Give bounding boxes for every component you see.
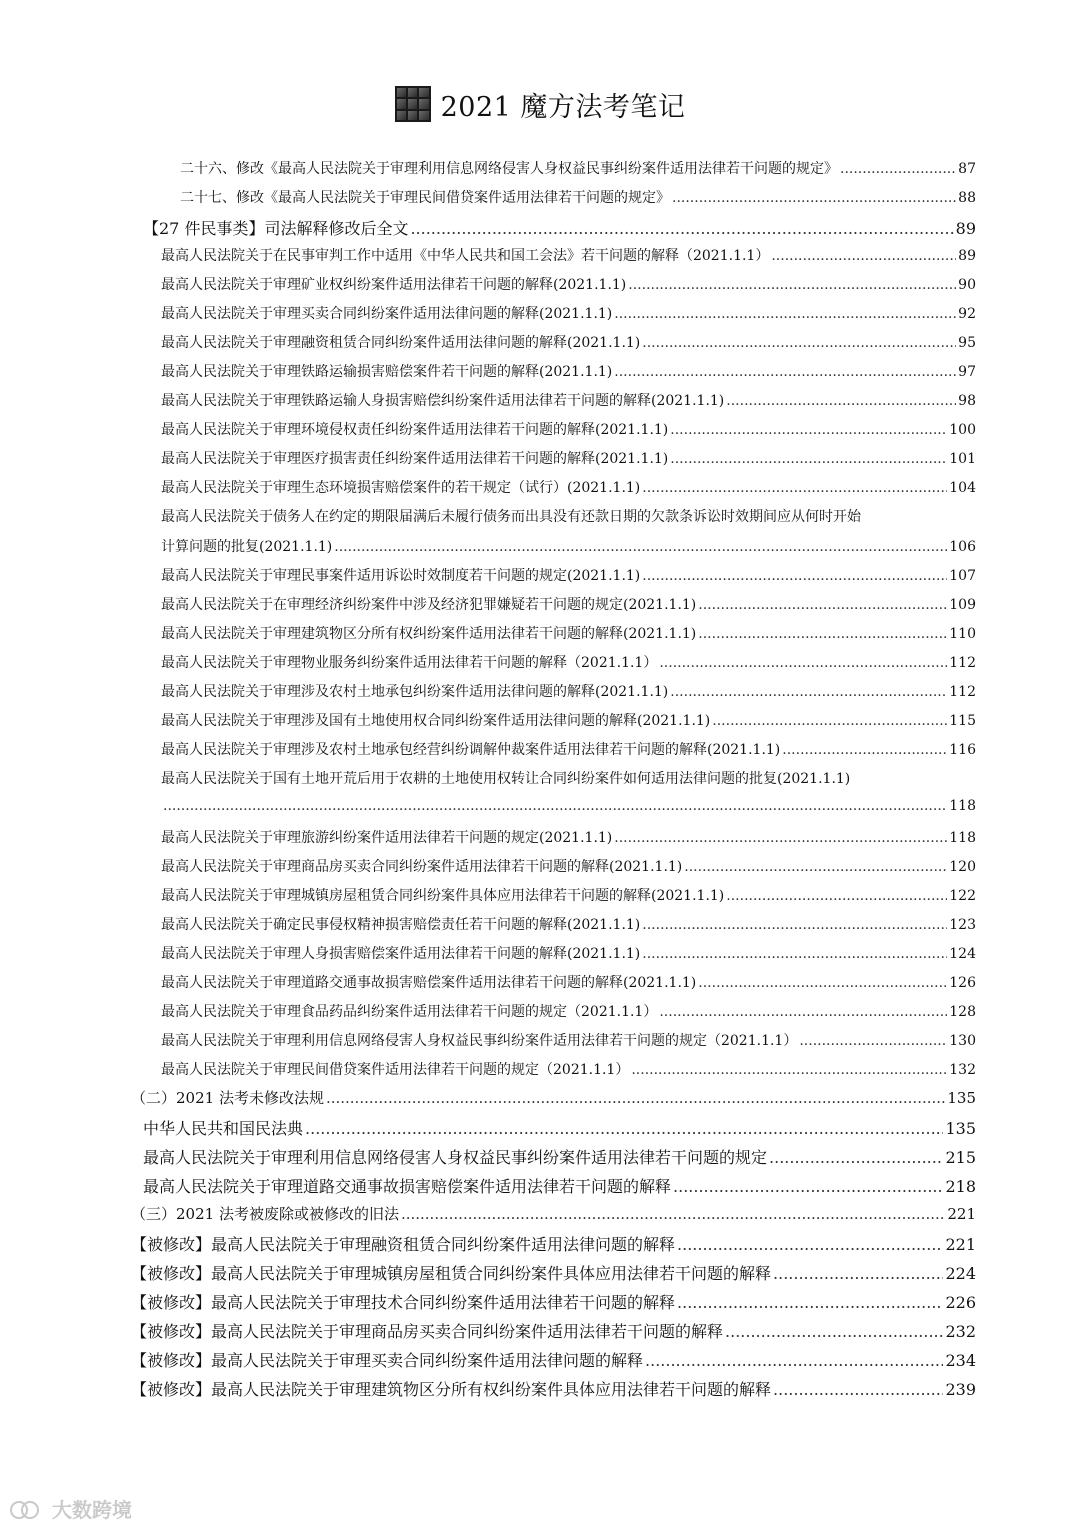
toc-entry[interactable] <box>161 739 976 759</box>
toc-page-number: 109 <box>949 597 976 613</box>
toc-entry[interactable] <box>161 943 976 963</box>
double-ring-logo-icon <box>8 1498 48 1520</box>
dot-leader <box>659 655 947 671</box>
toc-entry-title: 最高人民法院关于审理利用信息网络侵害人身权益民事纠纷案件适用法律若干问题的规定（2021.1.1） <box>161 1033 798 1049</box>
dot-leader <box>677 1293 943 1312</box>
toc-page-number: 110 <box>949 626 976 642</box>
toc-page-number: 226 <box>945 1293 976 1312</box>
watermark <box>8 1494 132 1523</box>
dot-leader <box>769 1148 943 1167</box>
dot-leader <box>401 1205 945 1223</box>
dot-leader <box>725 1322 943 1341</box>
toc-entry[interactable] <box>161 477 976 497</box>
dot-leader <box>410 219 953 238</box>
toc-entry-title: 最高人民法院关于审理道路交通事故损害赔偿案件适用法律若干问题的解释 <box>143 1177 672 1196</box>
toc-entry-title: 二十六、修改《最高人民法院关于审理利用信息网络侵害人身权益民事纠纷案件适用法律若干问题的规定》 <box>180 161 838 177</box>
toc-entry-title: 【被修改】最高人民法院关于审理买卖合同纠纷案件适用法律问题的解释 <box>131 1351 644 1370</box>
toc-entry[interactable] <box>131 1087 976 1108</box>
toc-page-number: 115 <box>949 713 976 729</box>
toc-entry[interactable] <box>161 914 976 934</box>
toc-entry-title: 中华人民共和国民法典 <box>143 1119 304 1138</box>
toc-entry-title: 最高人民法院关于审理生态环境损害赔偿案件的若干规定（试行）(2021.1.1) <box>161 480 641 496</box>
toc-page-number: 232 <box>945 1322 976 1341</box>
dot-leader <box>684 859 947 875</box>
toc-entry-title: 最高人民法院关于在民事审判工作中适用《中华人民共和国工会法》若干问题的解释（2021.1.1） <box>161 248 770 264</box>
toc-entry[interactable] <box>161 1030 976 1050</box>
toc-page-number: 239 <box>945 1380 976 1399</box>
toc-page-number: 123 <box>949 917 976 933</box>
dot-leader <box>773 1264 943 1283</box>
toc-entry[interactable] <box>161 361 976 381</box>
toc-entry-title: 最高人民法院关于审理道路交通事故损害赔偿案件适用法律若干问题的解释(2021.1.1) <box>161 975 697 991</box>
toc-entry[interactable] <box>161 856 976 876</box>
toc-page-number: 221 <box>947 1205 976 1223</box>
dot-leader <box>642 917 947 933</box>
toc-entry[interactable] <box>180 158 976 178</box>
toc-entry-title: 最高人民法院关于审理矿业权纠纷案件适用法律若干问题的解释(2021.1.1) <box>161 277 627 293</box>
dot-leader <box>642 946 947 962</box>
dot-leader <box>672 190 956 206</box>
toc-page-number: 101 <box>949 451 976 467</box>
toc-entry[interactable] <box>161 594 976 614</box>
toc-entry[interactable] <box>161 1001 976 1021</box>
toc-entry[interactable] <box>131 1377 976 1400</box>
toc-entry-title: 最高人民法院关于审理人身损害赔偿案件适用法律若干问题的解释(2021.1.1) <box>161 946 641 962</box>
toc-entry-title: 最高人民法院关于债务人在约定的期限届满后未履行债务而出具没有还款日期的欠款条诉讼时效期间应从何时开始 <box>161 509 861 525</box>
toc-page-number: 90 <box>958 277 976 293</box>
toc-entry-title: 最高人民法院关于在审理经济纠纷案件中涉及经济犯罪嫌疑若干问题的规定(2021.1.1) <box>161 597 697 613</box>
dot-leader <box>614 306 956 322</box>
toc-page-number: 107 <box>949 568 976 584</box>
dot-leader <box>771 248 956 264</box>
toc-page-number: 87 <box>958 161 976 177</box>
toc-entry[interactable] <box>161 710 976 730</box>
toc-page-number: 88 <box>958 190 976 206</box>
toc-entry-title: 最高人民法院关于审理民间借贷案件适用法律若干问题的规定（2021.1.1） <box>161 1062 630 1078</box>
toc-entry[interactable] <box>161 303 976 323</box>
dot-leader <box>712 713 947 729</box>
toc-page-number: 89 <box>958 248 976 264</box>
toc-entry[interactable] <box>143 216 976 239</box>
dot-leader <box>677 1235 943 1254</box>
toc-entry-title: 最高人民法院关于审理城镇房屋租赁合同纠纷案件具体应用法律若干问题的解释(2021.1.1) <box>161 888 725 904</box>
toc-entry[interactable] <box>161 885 976 905</box>
toc-entry-title: 最高人民法院关于确定民事侵权精神损害赔偿责任若干问题的解释(2021.1.1) <box>161 917 641 933</box>
toc-page-number: 135 <box>945 1119 976 1138</box>
dot-leader <box>659 1004 947 1020</box>
toc-entry-title: 最高人民法院关于审理旅游纠纷案件适用法律若干问题的规定(2021.1.1) <box>161 830 613 846</box>
toc-entry[interactable] <box>161 274 976 294</box>
page-header <box>0 84 1080 124</box>
dot-leader <box>326 1089 945 1107</box>
watermark-text: 大数跨境 <box>52 1498 132 1522</box>
dot-leader <box>305 1119 943 1138</box>
toc-page-number: 224 <box>945 1264 976 1283</box>
toc-entry-title: 二十七、修改《最高人民法院关于审理民间借贷案件适用法律若干问题的规定》 <box>180 190 670 206</box>
toc-entry-title: 最高人民法院关于审理物业服务纠纷案件适用法律若干问题的解释（2021.1.1） <box>161 655 658 671</box>
toc-entry-title: 最高人民法院关于审理涉及农村土地承包经营纠纷调解仲裁案件适用法律若干问题的解释(2021.1.1) <box>161 742 781 758</box>
toc-entry-title: 最高人民法院关于审理医疗损害责任纠纷案件适用法律若干问题的解释(2021.1.1) <box>161 451 669 467</box>
toc-page-number: 112 <box>949 684 976 700</box>
dot-leader <box>782 742 947 758</box>
dot-leader <box>645 1351 943 1370</box>
toc-page-number: 130 <box>949 1033 976 1049</box>
dot-leader <box>642 335 956 351</box>
toc-page-number: 218 <box>945 1177 976 1196</box>
toc-entry-title: 【27 件民事类】司法解释修改后全文 <box>143 219 409 238</box>
toc-entry-title: 最高人民法院关于审理融资租赁合同纠纷案件适用法律问题的解释(2021.1.1) <box>161 335 641 351</box>
dot-leader <box>673 1177 943 1196</box>
toc-page-number: 132 <box>949 1062 976 1078</box>
toc-page-number: 221 <box>945 1235 976 1254</box>
toc-page-number: 89 <box>955 219 976 238</box>
toc-entry[interactable] <box>161 332 976 352</box>
toc-page-number: 98 <box>958 393 976 409</box>
toc-entry-title: 【被修改】最高人民法院关于审理城镇房屋租赁合同纠纷案件具体应用法律若干问题的解释 <box>131 1264 772 1283</box>
dot-leader <box>670 451 947 467</box>
toc-page-number: 234 <box>945 1351 976 1370</box>
toc-entry-title: 最高人民法院关于国有土地开荒后用于农耕的土地使用权转让合同纠纷案件如何适用法律问题的批复(2021.1.1) <box>161 771 851 787</box>
toc-entry-title: 最高人民法院关于审理利用信息网络侵害人身权益民事纠纷案件适用法律若干问题的规定 <box>143 1148 768 1167</box>
page-title: 2021 魔方法考笔记 <box>440 91 686 123</box>
toc-page-number: 100 <box>949 422 976 438</box>
toc-entry-title: 最高人民法院关于审理铁路运输损害赔偿案件若干问题的解释(2021.1.1) <box>161 364 613 380</box>
toc-entry[interactable] <box>131 1203 976 1224</box>
toc-entry[interactable] <box>161 390 976 410</box>
toc-page-number: 106 <box>949 539 976 555</box>
toc-entry-title: 最高人民法院关于审理铁路运输人身损害赔偿纠纷案件适用法律若干问题的解释(2021.1.1) <box>161 393 725 409</box>
toc-page-number: 124 <box>949 946 976 962</box>
toc-entry[interactable] <box>161 245 976 265</box>
toc-entry[interactable] <box>131 1232 976 1255</box>
rubiks-cube-logo-icon <box>395 86 431 122</box>
dot-leader <box>670 422 947 438</box>
toc-entry-title: 【被修改】最高人民法院关于审理商品房买卖合同纠纷案件适用法律若干问题的解释 <box>131 1322 724 1341</box>
toc-entry[interactable] <box>161 448 976 468</box>
toc-entry[interactable] <box>161 681 976 701</box>
toc-page-number: 118 <box>949 798 976 814</box>
toc-page-number: 118 <box>949 830 976 846</box>
toc-entry[interactable] <box>143 1116 976 1139</box>
dot-leader <box>334 539 947 555</box>
dot-leader <box>631 1062 947 1078</box>
toc-entry[interactable] <box>161 1059 976 1079</box>
toc-entry[interactable] <box>161 652 976 672</box>
dot-leader <box>642 568 947 584</box>
toc-entry-title: 最高人民法院关于审理建筑物区分所有权纠纷案件适用法律若干问题的解释(2021.1.1) <box>161 626 697 642</box>
dot-leader <box>614 364 956 380</box>
toc-page-number: 135 <box>947 1089 976 1107</box>
dot-leader <box>698 975 947 991</box>
toc-page-number: 92 <box>958 306 976 322</box>
toc-page-number: 122 <box>949 888 976 904</box>
dot-leader <box>642 480 947 496</box>
dot-leader <box>840 161 956 177</box>
toc-page-number: 112 <box>949 655 976 671</box>
toc-entry-title: 【被修改】最高人民法院关于审理技术合同纠纷案件适用法律若干问题的解释 <box>131 1293 676 1312</box>
toc-entry-title: 最高人民法院关于审理涉及农村土地承包纠纷案件适用法律问题的解释(2021.1.1) <box>161 684 669 700</box>
dot-leader <box>628 277 956 293</box>
dot-leader <box>163 798 947 814</box>
dot-leader <box>799 1033 947 1049</box>
toc-entry[interactable] <box>131 1261 976 1284</box>
toc-entry-title: 【被修改】最高人民法院关于审理融资租赁合同纠纷案件适用法律问题的解释 <box>131 1235 676 1254</box>
toc-page-number: 116 <box>949 742 976 758</box>
toc-page-number: 97 <box>958 364 976 380</box>
dot-leader <box>698 597 947 613</box>
toc-entry[interactable] <box>161 419 976 439</box>
toc-entry-title: 最高人民法院关于审理商品房买卖合同纠纷案件适用法律若干问题的解释(2021.1.1) <box>161 859 683 875</box>
toc-entry[interactable] <box>161 798 976 814</box>
toc-entry[interactable] <box>161 565 976 585</box>
toc-entry-title: （三）2021 法考被废除或被修改的旧法 <box>131 1205 399 1223</box>
toc-entry-title: 最高人民法院关于审理食品药品纠纷案件适用法律若干问题的规定（2021.1.1） <box>161 1004 658 1020</box>
toc-page-number: 95 <box>958 335 976 351</box>
toc-entry[interactable] <box>143 1145 976 1168</box>
toc-entry-continuation: 计算问题的批复(2021.1.1) <box>161 539 333 555</box>
dot-leader <box>726 888 947 904</box>
toc-entry-title: 最高人民法院关于审理买卖合同纠纷案件适用法律问题的解释(2021.1.1) <box>161 306 613 322</box>
toc-entry[interactable] <box>143 1174 976 1197</box>
toc-entry-title: 最高人民法院关于审理环境侵权责任纠纷案件适用法律若干问题的解释(2021.1.1) <box>161 422 669 438</box>
toc-entry[interactable] <box>161 972 976 992</box>
toc-entry[interactable] <box>161 536 976 556</box>
dot-leader <box>726 393 956 409</box>
dot-leader <box>773 1380 943 1399</box>
toc-entry[interactable] <box>180 187 976 207</box>
toc-entry[interactable] <box>161 623 976 643</box>
toc-page-number: 215 <box>945 1148 976 1167</box>
dot-leader <box>670 684 947 700</box>
toc-entry[interactable] <box>131 1290 976 1313</box>
toc-entry[interactable] <box>131 1348 976 1371</box>
dot-leader <box>614 830 947 846</box>
toc-entry-title: （二）2021 法考未修改法规 <box>131 1089 324 1107</box>
toc-page-number: 128 <box>949 1004 976 1020</box>
toc-entry-title: 【被修改】最高人民法院关于审理建筑物区分所有权纠纷案件具体应用法律若干问题的解释 <box>131 1380 772 1399</box>
dot-leader <box>698 626 947 642</box>
toc-entry[interactable] <box>161 827 976 847</box>
toc-entry-title: 最高人民法院关于审理涉及国有土地使用权合同纠纷案件适用法律问题的解释(2021.1.1) <box>161 713 711 729</box>
toc-entry[interactable] <box>131 1319 976 1342</box>
toc-entry-title: 最高人民法院关于审理民事案件适用诉讼时效制度若干问题的规定(2021.1.1) <box>161 568 641 584</box>
toc-page-number: 104 <box>949 480 976 496</box>
toc-page-number: 126 <box>949 975 976 991</box>
toc-page-number: 120 <box>949 859 976 875</box>
